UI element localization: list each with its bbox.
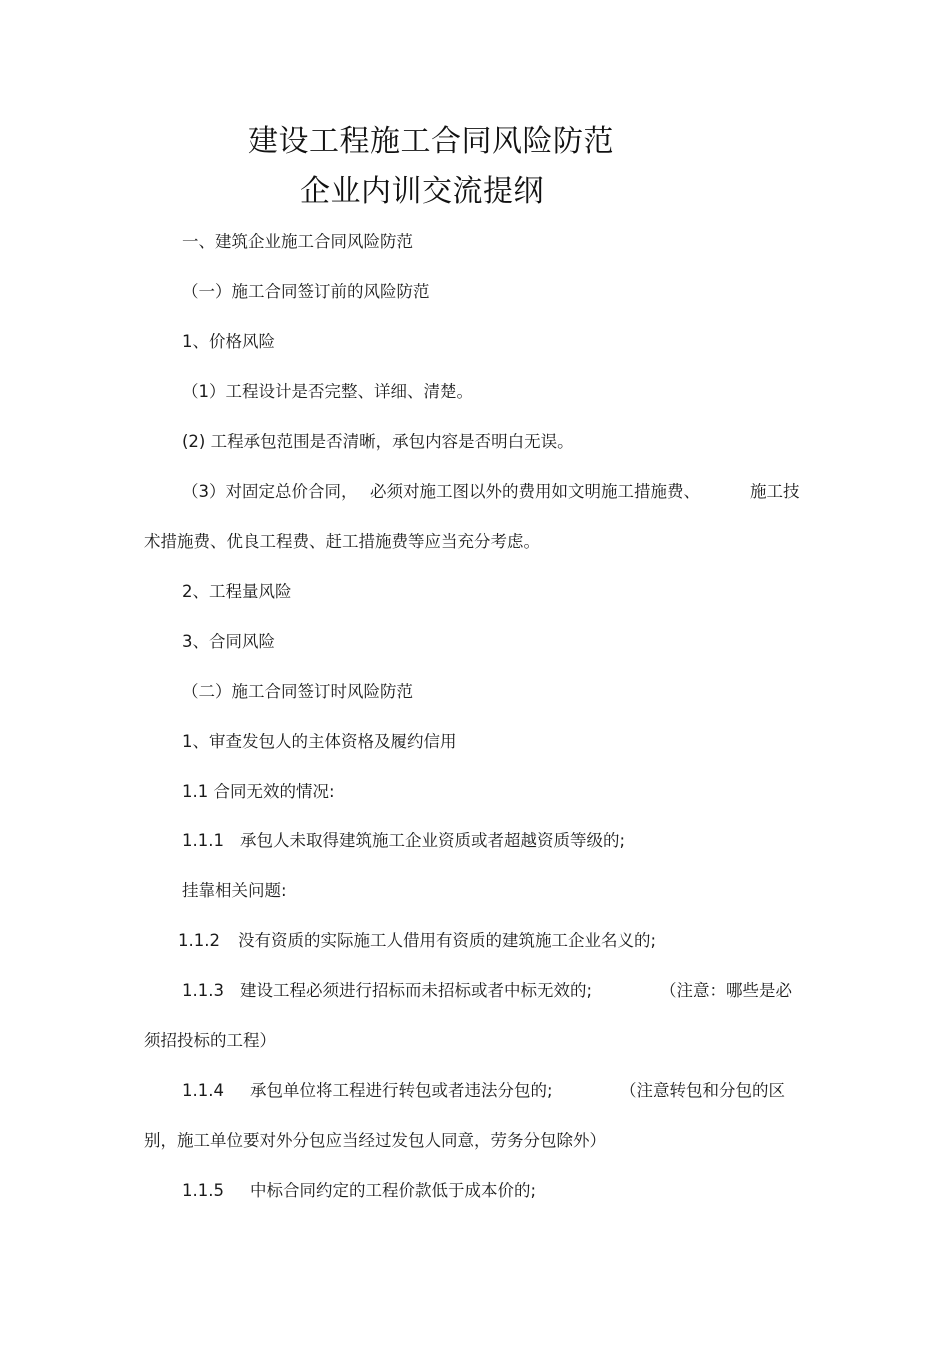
item-1-1-2-text: 没有资质的实际施工人借用有资质的建筑施工企业名义的; xyxy=(238,931,657,950)
sub-item-1: （1）工程设计是否完整、详细、清楚。 xyxy=(182,382,473,401)
subsection-heading-1: （一）施工合同签订前的风险防范 xyxy=(182,282,430,301)
sub-item-3-part-a: （3）对固定总价合同， xyxy=(182,482,358,501)
item-invalid-contract: 1.1 合同无效的情况: xyxy=(182,782,335,801)
note-affiliation: 挂靠相关问题: xyxy=(182,881,287,900)
item-1-1-3-note: （注意：哪些是必 xyxy=(660,981,792,1000)
sub-item-2: (2) 工程承包范围是否清晰，承包内容是否明白无误。 xyxy=(182,432,574,451)
item-1-1-5-text: 中标合同约定的工程价款低于成本价的; xyxy=(250,1181,537,1200)
item-review-employer: 1、审查发包人的主体资格及履约信用 xyxy=(182,732,457,751)
item-contract-risk: 3、合同风险 xyxy=(182,632,275,651)
item-1-1-4-text: 承包单位将工程进行转包或者违法分包的; xyxy=(250,1081,553,1100)
item-1-1-3-continuation: 须招投标的工程） xyxy=(144,1031,276,1050)
document-title-line-1: 建设工程施工合同风险防范 xyxy=(248,124,614,159)
section-heading-1: 一、建筑企业施工合同风险防范 xyxy=(182,232,413,251)
item-quantity-risk: 2、工程量风险 xyxy=(182,582,292,601)
item-price-risk: 1、价格风险 xyxy=(182,332,275,351)
subsection-heading-2: （二）施工合同签订时风险防范 xyxy=(182,682,413,701)
item-1-1-4-number: 1.1.4 xyxy=(182,1081,224,1100)
item-1-1-2-number: 1.1.2 xyxy=(178,931,220,950)
item-1-1-3-number: 1.1.3 xyxy=(182,981,224,1000)
sub-item-3-part-b: 必须对施工图以外的费用如文明施工措施费、 xyxy=(370,482,700,501)
sub-item-3-part-c: 施工技 xyxy=(750,482,800,501)
document-title-line-2: 企业内训交流提纲 xyxy=(300,174,544,209)
item-1-1-1-text: 承包人未取得建筑施工企业资质或者超越资质等级的; xyxy=(240,831,626,850)
item-1-1-5-number: 1.1.5 xyxy=(182,1181,224,1200)
item-1-1-4-note: （注意转包和分包的区 xyxy=(620,1081,785,1100)
sub-item-3-continuation: 术措施费、优良工程费、赶工措施费等应当充分考虑。 xyxy=(144,532,540,551)
item-1-1-1-number: 1.1.1 xyxy=(182,831,224,850)
item-1-1-3-text: 建设工程必须进行招标而未招标或者中标无效的; xyxy=(240,981,593,1000)
item-1-1-4-continuation: 别，施工单位要对外分包应当经过发包人同意，劳务分包除外） xyxy=(144,1131,606,1150)
